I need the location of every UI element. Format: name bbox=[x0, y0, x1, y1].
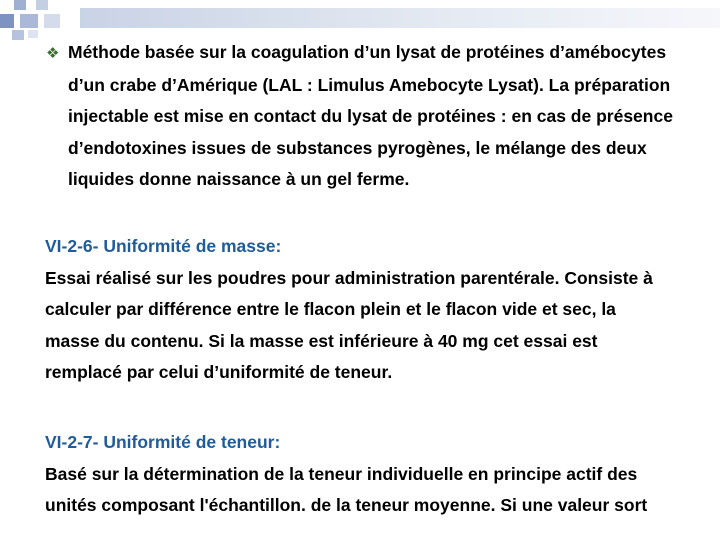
deco-square bbox=[44, 14, 60, 28]
deco-square bbox=[20, 14, 38, 28]
bullet-text: Méthode basée sur la coagulation d’un lysat de protéines d’amébocytes bbox=[68, 42, 667, 62]
body-line: unités composant l'échantillon. de la teneur moyenne. Si une valeur sort bbox=[45, 495, 648, 515]
bullet-line-1 bbox=[46, 37, 673, 70]
body-line: Essai réalisé sur les poudres pour administration parentérale. Consiste à bbox=[45, 267, 653, 288]
deco-square bbox=[28, 30, 38, 38]
section-heading: VI-2-7- Uniformité de teneur: bbox=[45, 432, 281, 452]
deco-square bbox=[36, 0, 48, 10]
bullet-line: d’endotoxines issues de substances pyrogènes, le mélange des deux bbox=[68, 137, 647, 158]
slide-header-decoration bbox=[0, 0, 720, 40]
bullet-paragraph bbox=[46, 37, 673, 196]
section-uniformite-masse bbox=[45, 231, 653, 389]
body-line: remplacé par celui d’uniformité de teneur. bbox=[45, 362, 393, 382]
section-heading: VI-2-6- Uniformité de masse: bbox=[45, 236, 282, 256]
bullet-line: liquides donne naissance à un gel ferme. bbox=[68, 169, 410, 189]
section-uniformite-teneur bbox=[45, 427, 647, 522]
deco-square bbox=[14, 0, 26, 10]
body-line: masse du contenu. Si la masse est inférieure à 40 mg cet essai est bbox=[45, 330, 598, 351]
body-line: calculer par différence entre le flacon plein et le flacon vide et sec, la bbox=[45, 299, 616, 319]
header-gradient-bar bbox=[80, 8, 720, 28]
body-line: Basé sur la détermination de la teneur individuelle en principe actif des bbox=[45, 463, 638, 484]
bullet-line: injectable est mise en contact du lysat de protéines : en cas de présence bbox=[68, 106, 673, 126]
bullet-line: d’un crabe d’Amérique (LAL : Limulus Amebocyte Lysat). La préparation bbox=[68, 74, 671, 95]
deco-square bbox=[0, 14, 14, 28]
diamond-bullet-icon: ❖ bbox=[46, 45, 60, 62]
deco-square bbox=[12, 30, 24, 40]
